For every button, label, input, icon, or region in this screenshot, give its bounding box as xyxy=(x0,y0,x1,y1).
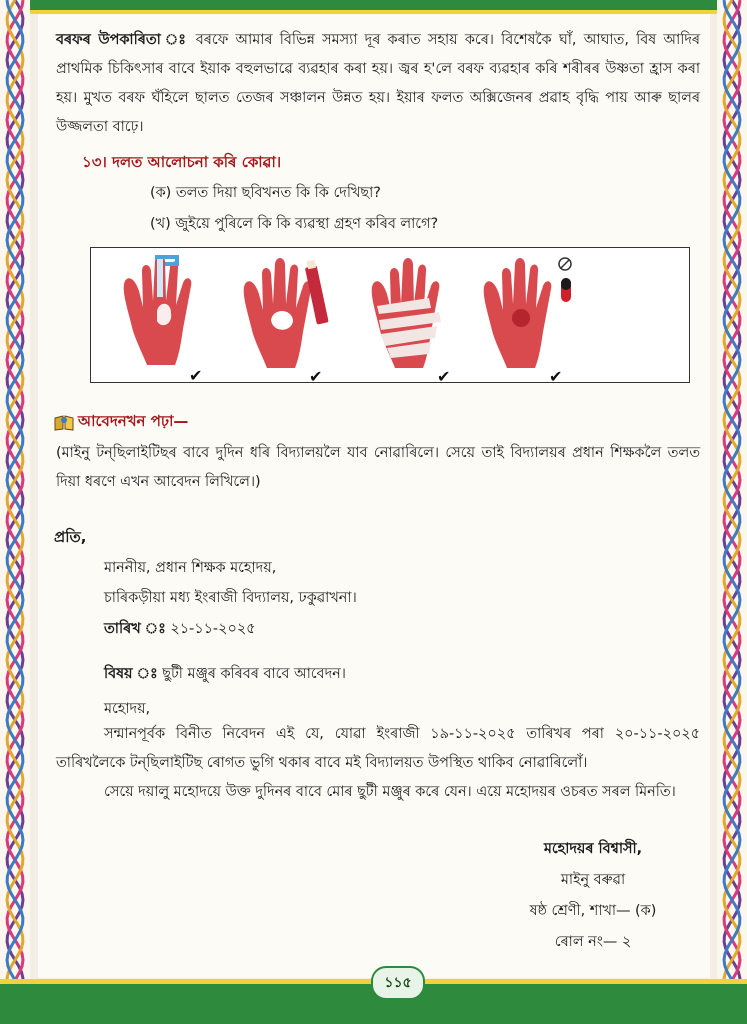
sign-roll: ৰোল নং— ২ xyxy=(554,934,632,950)
address-line-1: মাননীয়, প্ৰধান শিক্ষক মহোদয়, xyxy=(104,560,277,576)
question-item-kha: (খ) জুইয়ে পুৰিলে কি কি ব্যৱস্থা গ্ৰহণ কৰিব লাগে? xyxy=(150,216,439,232)
sign-closing: মহোদয়ৰ বিশ্বাসী, xyxy=(543,841,643,857)
letter-to: প্ৰতি, xyxy=(54,528,87,546)
top-border-band xyxy=(0,0,747,14)
intro-text: বৰফে আমাৰ বিভিন্ন সমস্যা দূৰ কৰাত সহায় কৰে। বিশেষকৈ ঘাঁ, আঘাত, বিষ আদিৰ প্ৰাথমিক চিকিৎসাৰ বাবে ইয়াক বহুলভাৱে ব্যৱহাৰ কৰা হয়। জ্বৰ হ'লে বৰফ ব্যৱহাৰ কৰি শৰীৰৰ উষ্ণতা হ্ৰাস কৰা হয়। মুখত বৰফ ঘঁহিলে ছালত তেজৰ সঞ্চালন উন্নত হয়। ইয়াৰ ফলত অক্সিজেনৰ প্ৰৱাহ বৃদ্ধি পায় আৰু ছালৰ উজ্জলতা বাঢ়ে। xyxy=(56,32,700,135)
hand-medicine xyxy=(484,258,571,382)
hand-bandage xyxy=(372,258,451,382)
address-line-2: চাৰিকড়ীয়া মধ্য ইংৰাজী বিদ্যালয়, ঢকুৱাখনা। xyxy=(104,590,357,606)
left-decorative-border xyxy=(0,0,30,1024)
signature-block xyxy=(493,834,693,958)
checkmark-3: ✔ xyxy=(437,367,451,382)
intro-heading: বৰফৰ উপকাৰিতা ঃ xyxy=(56,32,189,48)
page-number: ১১৫ xyxy=(371,966,425,1000)
checkmark-2: ✔ xyxy=(309,367,323,382)
book-icon xyxy=(54,415,74,431)
page-content xyxy=(38,14,710,978)
application-heading-text: আবেদনখন পঢ়া— xyxy=(78,412,189,430)
date-value: ২১-১১-২০২৫ xyxy=(165,621,256,637)
checkmark-4: ✔ xyxy=(549,367,563,382)
letter-subject xyxy=(104,663,346,687)
date-label: তাৰিখ ঃ xyxy=(104,621,166,637)
salutation: মহোদয়, xyxy=(104,701,151,717)
letter-body xyxy=(56,720,700,807)
application-note: (মাইনু টন্‌ছিলাইটিছৰ বাবে দুদিন ধৰি বিদ্যালয়লৈ যাব নোৱাৰিলে। সেয়ে তাই বিদ্যালয়ৰ প্ৰধান শিক্ষকলৈ তলত দিয়া ধৰণে এখন আবেদন লিখিলে।) xyxy=(56,445,700,490)
sign-name: মাইনু বৰুৱা xyxy=(560,872,626,888)
letter-body-para-1: সন্মানপূৰ্বক বিনীত নিবেদন এই যে, যোৱা ইংৰাজী ১৯-১১-২০২৫ তাৰিখৰ পৰা ২০-১১-২০২৫ তাৰিখলৈকে টন্‌ছিলাইটিছ ৰোগত ভুগি থকাৰ বাবে মই বিদ্যালয়ত উপস্থিত থাকিব নোৱাৰিলোঁ। xyxy=(56,726,700,771)
hand-ointment xyxy=(244,258,329,382)
letter-date xyxy=(104,618,256,642)
letter-body-para-2: সেয়ে দয়ালু মহোদয়ে উক্ত দুদিনৰ বাবে মোৰ ছুটী মঞ্জুৰ কৰে যেন। এয়ে মহোদয়ৰ ওচৰত সৰল মিনতি। xyxy=(104,784,676,800)
intro-paragraph xyxy=(56,26,700,142)
question-heading: ১৩। দলত আলোচনা কৰি কোৱা। xyxy=(82,153,282,171)
application-heading xyxy=(54,410,188,435)
checkmark-1: ✔ xyxy=(189,366,203,382)
right-decorative-border xyxy=(717,0,747,1024)
subject-label: বিষয় ঃ xyxy=(104,666,158,682)
hand-water-tap xyxy=(124,255,203,382)
subject-value: ছুটী মঞ্জুৰ কৰিবৰ বাবে আবেদন। xyxy=(157,666,346,682)
burn-treatment-illustration xyxy=(90,247,690,383)
question-item-ka: (ক) তলত দিয়া ছবিখনত কি কি দেখিছা? xyxy=(150,185,381,201)
sign-class: ষষ্ঠ শ্ৰেণী, শাখা— (ক) xyxy=(529,903,657,919)
